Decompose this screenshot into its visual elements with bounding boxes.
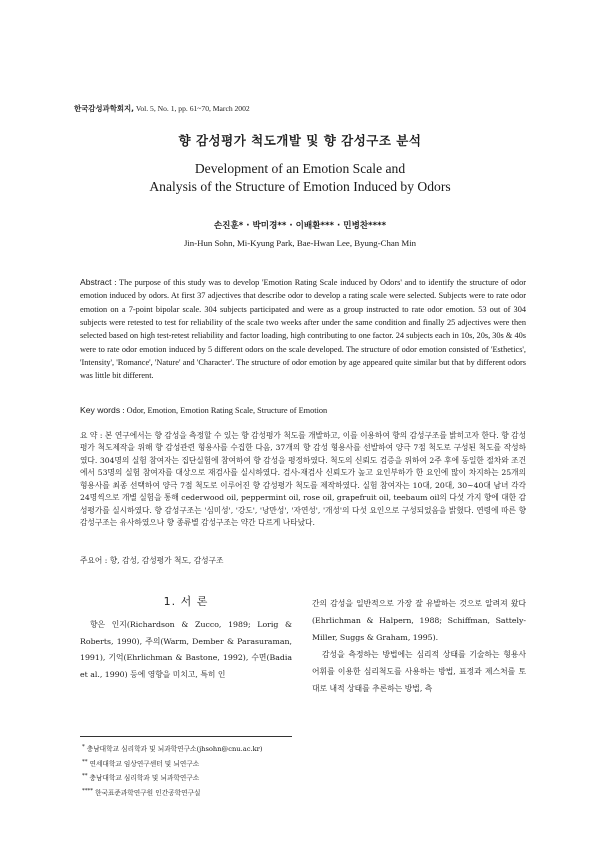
footnote-mark: ****	[82, 787, 93, 794]
left-column	[80, 594, 292, 684]
english-abstract	[80, 276, 526, 383]
korean-abstract-text: : 본 연구에서는 향 감성을 측정할 수 있는 향 감성평가 척도를 개발하고, 이를 이용하여 향의 감성구조를 밝히고자 한다. 향 감성평가 척도제작을 위해 향 감성관련 형용사를 수집한 다음, 37개의 향 감성 형용사를 선발하여 양극 7점 척도로 구성된 척도를 작성하였다. 304명의 실험 참여자는 집단실험에 참여하여 향 감성을 평정하였다. 척도의 신뢰도 검증을 위하여 2주 후에 동일한 절차와 조건에서 53명의 실험 참여자를 대상으로 재검사를 실시하였다. 검사-재검사 신뢰도가 높고 요인부하가 한 요인에 많이 차지하는 25개의 형용사를 최종 선택하여 양극 7점 척도로 이루어진 향 감성평가 척도를 제작하였다. 실험 참여자는 10대, 20대, 30~40대 남녀 각각 24명씩으로 개별 실험을 통해 cederwood oil, peppermint oil, rose oil, grapefruit oil, teebaum oil의 다섯 가지 향에 대한 감성평가를 실시하였다. 향 감성구조는 '심미성', '강도', '낭만성', '자연성', '개성'의 다섯 요인으로 구성되었음을 밝혔다. 연령에 따른 향 감성구조는 유사하였으나 향 종류별 감성구조는 약간 다르게 나타났다.	[80, 431, 527, 528]
footnote-text: 충남대학교 심리학과 및 뇌과학연구소	[89, 774, 200, 783]
intro-paragraph-right-2: 감성을 측정하는 방법에는 심리적 상태를 기술하는 형용사 어휘를 이용한 심리척도를 사용하는 방법, 표정과 제스처를 토대로 내적 상태를 추론하는 방법, 측	[312, 649, 526, 693]
korean-abstract	[80, 430, 526, 530]
footnote-text: 충남대학교 심리학과 및 뇌과학연구소(jhsohn@cnu.ac.kr)	[86, 745, 263, 754]
journal-header	[74, 103, 250, 114]
footnote-item	[82, 785, 262, 800]
footnote-mark: *	[82, 744, 85, 750]
abstract-text: : The purpose of this study was to develop 'Emotion Rating Scale induced by Odors' and to identify the structure of odor emotion induced by odors. At first 37 adjectives that describe odor to develop a rating scale were selected. Subjects were to rate odor emotion on a 7-point bipolar scale. 304 subjects participated and were as a group instructed to rate odor emotion. 53 out of 304 subjects were retested to test for reliability of the scale two weeks after under the same condition and finally 25 adjectives were then selected based on high test-retest reliability and factor loading, high contributing to one factor. 24 subjects each in 10s, 20s, 30s & 40s were to rate odor emotion induced by 5 different odors on the scale developed. The structure of odor emotion consisted of 'Esthetics', 'Intensity', 'Romance', 'Nature' and 'Character'. The structure of odor emotion by age appeared quite similar but that by different odors was little bit different.	[80, 278, 526, 381]
footnote-divider	[80, 736, 292, 737]
korean-abstract-label: 요 약	[80, 431, 98, 440]
journal-name: 한국감성과학회지,	[74, 104, 134, 113]
english-authors: Jin-Hun Sohn, Mi-Kyung Park, Bae-Hwan Lee, Byung-Chan Min	[183, 238, 417, 248]
english-title-line2: Analysis of the Structure of Emotion Induced by Odors	[149, 179, 451, 194]
keywords-label: Key words	[80, 405, 121, 415]
footnote-item	[82, 756, 262, 771]
footnote-item	[82, 770, 262, 785]
keywords-text: : Odor, Emotion, Emotion Rating Scale, Structure of Emotion	[120, 406, 328, 415]
abstract-label: Abstract	[80, 277, 112, 287]
korean-authors: 손진훈* · 박미경** · 이배환*** · 민병찬****	[213, 221, 387, 231]
footnote-text: 연세대학교 임상연구센터 및 뇌연구소	[89, 759, 200, 768]
english-title-line1: Development of an Emotion Scale and	[194, 161, 406, 176]
intro-paragraph-right-1: 간의 감성을 일반적으로 가장 잘 유발하는 것으로 알려져 왔다(Ehrlichman & Halpern, 1988; Schiffman, Sattely-Miller, Suggs & Graham, 1995).	[312, 599, 526, 642]
footnote-item	[82, 741, 262, 756]
footnote-mark: **	[82, 773, 88, 780]
english-title	[0, 160, 600, 196]
right-column	[312, 596, 526, 697]
section-heading: 1. 서 론	[163, 595, 209, 608]
korean-keywords: 주요어 : 향, 감성, 감성평가 척도, 감성구조	[80, 556, 224, 565]
korean-title: 향 감성평가 척도개발 및 향 감성구조 분석	[178, 133, 422, 148]
footnote-mark: **	[82, 758, 88, 765]
footnote-text: 한국표준과학연구원 인간공학연구실	[95, 789, 201, 798]
journal-citation: Vol. 5, No. 1, pp. 61~70, March 2002	[133, 104, 250, 113]
footnotes	[82, 741, 262, 800]
english-keywords	[80, 405, 526, 415]
intro-paragraph-left: 향은 인지(Richardson & Zucco, 1989; Lorig & Roberts, 1990), 주의(Warm, Dember & Parasuraman, 1991), 기억(Ehrlichman & Bastone, 1992), 수면(Badia et al., 1990) 등에 영향을 미치고, 특히 인	[80, 619, 292, 680]
